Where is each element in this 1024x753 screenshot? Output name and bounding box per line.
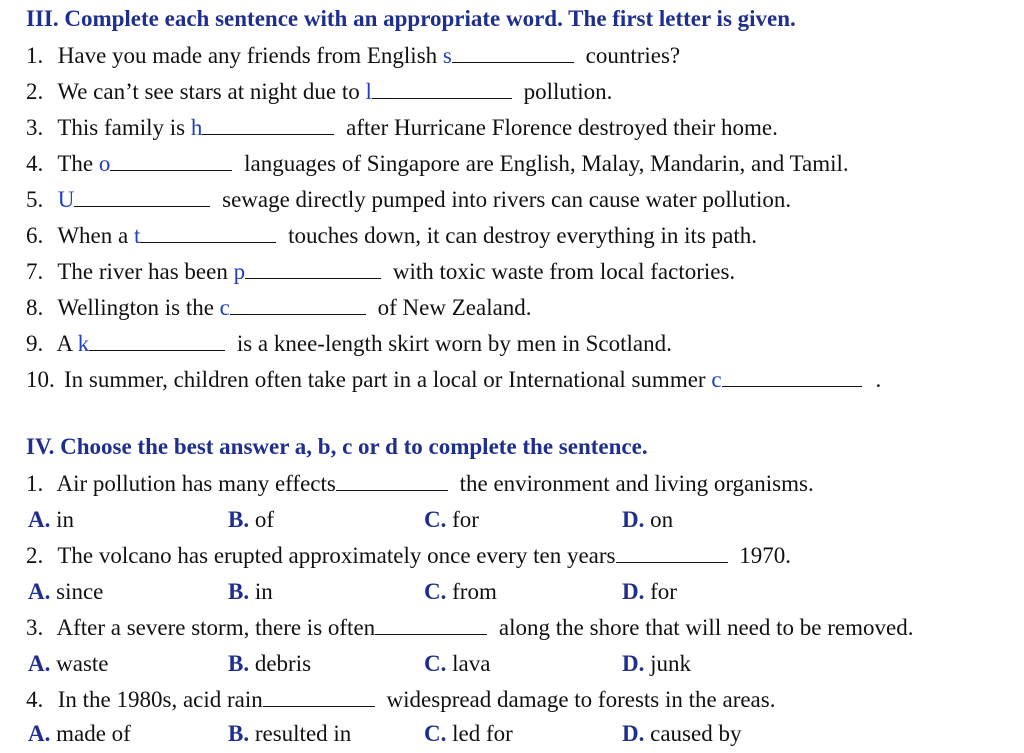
section-4-title: IV. Choose the best answer a, b, c or d to complete the sentence.	[26, 434, 648, 459]
fill-item-1: 1. Have you made any friends from English s countries?	[26, 43, 681, 68]
answer-blank[interactable]	[375, 616, 487, 635]
mc-question-2: 2. The volcano has erupted approximately once every ten years 1970.	[26, 543, 791, 568]
fill-item-10: 10. In summer, children often take part in a local or International summer c .	[26, 367, 882, 392]
option-b[interactable]: B. resulted in	[228, 721, 352, 746]
option-d[interactable]: D. junk	[622, 651, 692, 676]
fill-item-4: 4. The o languages of Singapore are English, Malay, Mandarin, and Tamil.	[26, 151, 849, 176]
fill-item-2: 2. We can’t see stars at night due to l pollution.	[26, 79, 613, 104]
mc-question-1: 1. Air pollution has many effects the environment and living organisms.	[26, 471, 814, 496]
answer-blank[interactable]	[722, 368, 862, 387]
option-a[interactable]: A. waste	[28, 651, 109, 676]
option-a[interactable]: A. since	[28, 579, 104, 604]
option-b[interactable]: B. in	[228, 579, 273, 604]
option-d[interactable]: D. for	[622, 579, 677, 604]
mc-question-3: 3. After a severe storm, there is often along the shore that will need to be removed.	[26, 615, 914, 640]
mc-options-3	[28, 650, 1008, 678]
answer-blank[interactable]	[89, 332, 225, 351]
option-d[interactable]: D. caused by	[622, 721, 742, 746]
fill-item-5: 5. U sewage directly pumped into rivers can cause water pollution.	[26, 187, 792, 212]
answer-blank[interactable]	[372, 80, 512, 99]
option-c[interactable]: C. for	[424, 507, 479, 532]
section-3-title: III. Complete each sentence with an appropriate word. The first letter is given.	[26, 6, 796, 31]
option-b[interactable]: B. debris	[228, 651, 312, 676]
answer-blank[interactable]	[230, 296, 366, 315]
mc-options-1	[28, 506, 1008, 534]
mc-options-2	[28, 578, 1008, 606]
option-c[interactable]: C. led for	[424, 721, 513, 746]
option-b[interactable]: B. of	[228, 507, 275, 532]
answer-blank[interactable]	[110, 152, 232, 171]
fill-item-3: 3. This family is h after Hurricane Florence destroyed their home.	[26, 115, 778, 140]
option-c[interactable]: C. lava	[424, 651, 491, 676]
mc-options-4	[28, 720, 1008, 748]
answer-blank[interactable]	[202, 116, 334, 135]
option-d[interactable]: D. on	[622, 507, 674, 532]
option-c[interactable]: C. from	[424, 579, 497, 604]
fill-item-8: 8. Wellington is the c of New Zealand.	[26, 295, 532, 320]
option-a[interactable]: A. made of	[28, 721, 131, 746]
answer-blank[interactable]	[263, 688, 375, 707]
fill-item-6: 6. When a t touches down, it can destroy everything in its path.	[26, 223, 757, 248]
answer-blank[interactable]	[140, 224, 276, 243]
answer-blank[interactable]	[336, 472, 448, 491]
answer-blank[interactable]	[74, 188, 210, 207]
mc-question-4: 4. In the 1980s, acid rain widespread damage to forests in the areas.	[26, 687, 776, 712]
fill-item-7: 7. The river has been p with toxic waste from local factories.	[26, 259, 736, 284]
option-a[interactable]: A. in	[28, 507, 75, 532]
fill-item-9: 9. A k is a knee-length skirt worn by men in Scotland.	[26, 331, 672, 356]
answer-blank[interactable]	[616, 544, 728, 563]
answer-blank[interactable]	[245, 260, 381, 279]
answer-blank[interactable]	[452, 44, 574, 63]
